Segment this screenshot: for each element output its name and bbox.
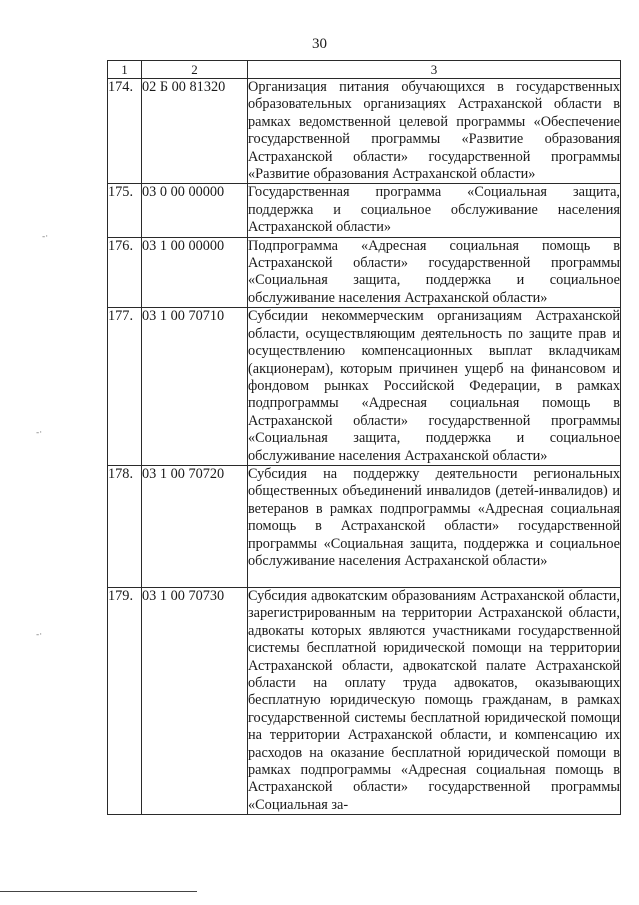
row-code: 03 1 00 00000 <box>142 237 248 308</box>
row-number: 177. <box>108 308 142 466</box>
row-description: Субсидия адвокатским образованиям Астраханской области, зарегистрированным на территории Астраханской области, адвокаты которых являются участниками государственной системы бесплатной юридической помощи на территории Астраханской области, адвокатской палате Астраханской области на оплату труда адвокатов, оказывающих бесплатную юридическую помощь гражданам, в рамках государственной системы бесплатной юридической помощи на территории Астраханской области, и компенсацию их расходов на оказание бесплатной юридической помощи в рамках подпрограммы «Адресная социальная помощь в Астраханской области» государственной программы «Социальная за- <box>248 587 620 813</box>
table-row <box>108 308 621 466</box>
margin-mark: -· <box>42 232 49 242</box>
table-row <box>108 79 621 184</box>
page-number: 30 <box>312 36 327 52</box>
row-number: 174. <box>108 79 142 184</box>
row-code: 03 1 00 70720 <box>142 465 248 587</box>
row-description: Подпрограмма «Адресная социальная помощь в Астраханской области» государственной программы «Социальная защита, поддержка и социальное обслуживание населения Астраханской области» <box>248 237 620 306</box>
row-number: 179. <box>108 587 142 814</box>
footer-rule <box>0 891 197 892</box>
column-header-number: 1 <box>108 61 142 79</box>
row-number: 178. <box>108 465 142 587</box>
table-row <box>108 587 621 814</box>
row-code: 02 Б 00 81320 <box>142 79 248 184</box>
row-description: Государственная программа «Социальная защита, поддержка и социальное обслуживание населения Астраханской области» <box>248 184 620 236</box>
row-number: 176. <box>108 237 142 308</box>
row-description: Субсидия на поддержку деятельности региональных общественных объединений инвалидов (детей-инвалидов) и ветеранов в рамках подпрограммы «Адресная социальная помощь в Астраханской области» государственной программы «Социальная защита, поддержка и социальное обслуживание населения Астраханской области» <box>248 465 621 587</box>
budget-table <box>107 60 621 815</box>
column-header-description: 3 <box>248 61 621 79</box>
row-description: Организация питания обучающихся в государственных образовательных организациях Астраханской области в рамках ведомственной целевой программы «Обеспечение государственной программы «Развитие образования Астраханской области» государственной программы «Развитие образования Астраханской области» <box>248 79 620 183</box>
margin-mark: -· <box>36 630 43 640</box>
row-number: 175. <box>108 184 142 237</box>
row-code: 03 1 00 70730 <box>142 587 248 814</box>
row-code: 03 1 00 70710 <box>142 308 248 466</box>
row-description: Субсидии некоммерческим организациям Астраханской области, осуществляющим деятельность по защите прав и осуществлению компенсационных выплат вкладчикам (акционерам), которым причинен ущерб на финансовом и фондовом рынках Российской Федерации, в рамках подпрограммы «Адресная социальная помощь в Астраханской области» государственной программы «Социальная защита, поддержка и социальное обслуживание населения Астраханской области» <box>248 308 620 464</box>
table-row <box>108 184 621 237</box>
table-row <box>108 465 621 587</box>
margin-mark: -· <box>36 428 43 438</box>
column-header-code: 2 <box>142 61 248 79</box>
row-code: 03 0 00 00000 <box>142 184 248 237</box>
table-header-row <box>108 61 621 79</box>
table-row <box>108 237 621 308</box>
